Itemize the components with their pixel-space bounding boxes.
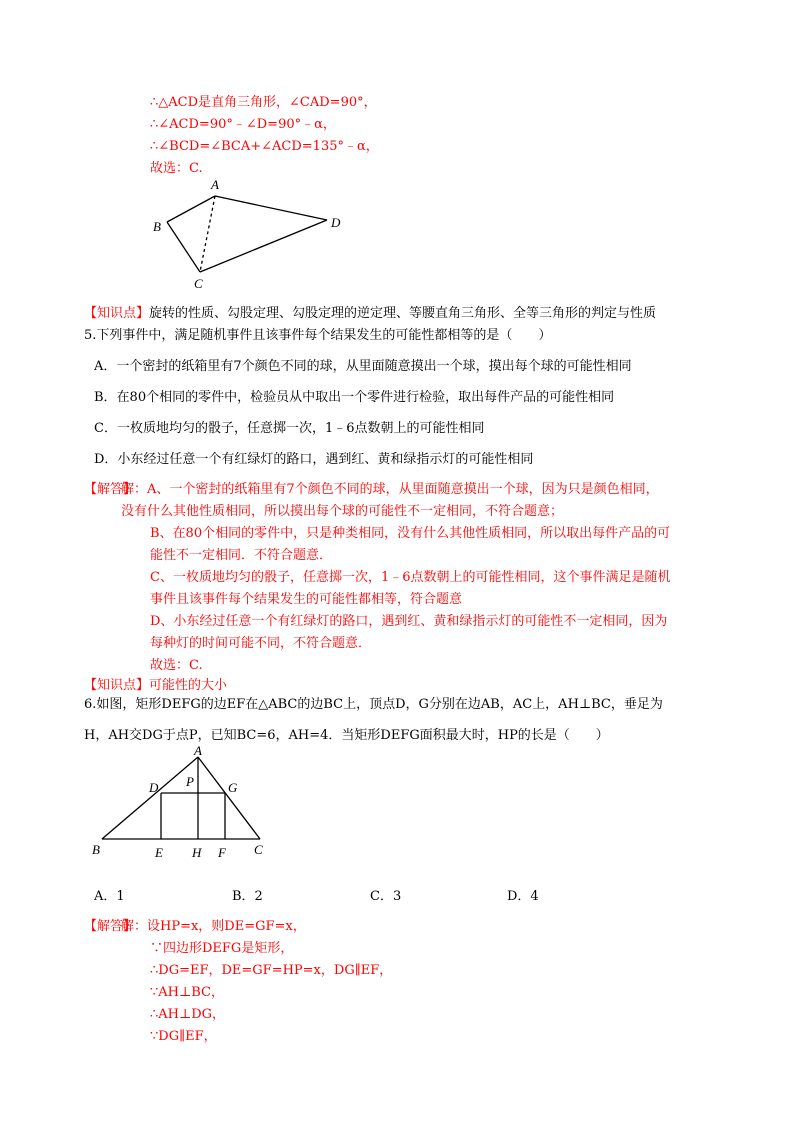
answer-line: ∵四边形DEFG是矩形， <box>150 941 294 956</box>
option-a: A．一个密封的纸箱里有7个颜色不同的球，从里面随意摸出一个球，摸出每个球的可能性相同 <box>94 359 632 374</box>
solution-line: ∴∠BCD=∠BCA+∠ACD=135°﹣α， <box>150 139 379 154</box>
label-b: B <box>92 842 100 857</box>
answer-line: C、一枚质地均匀的骰子，任意掷一次，1﹣6点数朝上的可能性相同，这个事件满足是随机 <box>150 570 671 585</box>
knowledge-text: 可能性的大小 <box>149 678 228 693</box>
knowledge-text: 旋转的性质、勾股定理、勾股定理的逆定理、等腰直角三角形、全等三角形的判定与性质 <box>149 306 657 321</box>
answer-line: ∴DG=EF，DE=GF=HP=x，DG∥EF， <box>150 963 393 978</box>
answer-line: 没有什么其他性质相同，所以摸出每个球的可能性不一定相同，不符合题意； <box>121 504 564 519</box>
option-a: A．1 <box>94 889 125 904</box>
answer-tag: 【解答】 <box>84 482 137 497</box>
answer-tag: 【解答】 <box>84 919 137 934</box>
answer-line: ∴AH⊥DG， <box>150 1007 226 1022</box>
label-a: A <box>211 177 219 192</box>
quadrilateral-figure <box>145 172 355 291</box>
knowledge-tag: 【知识点】 <box>84 678 150 693</box>
label-a: A <box>194 743 202 758</box>
answer-line: 解：A、一个密封的纸箱里有7个颜色不同的球，从里面随意摸出一个球，因为只是颜色相同， <box>121 482 659 497</box>
segment-ab <box>102 757 198 839</box>
answer-line: 每种灯的时间可能不同，不符合题意． <box>150 636 372 651</box>
solution-line: ∴∠ACD=90°﹣∠D=90°﹣α， <box>150 117 336 132</box>
knowledge-tag: 【知识点】 <box>84 306 150 321</box>
segment-ab <box>167 196 215 222</box>
segment-bc <box>167 222 200 272</box>
answer-line: 能性不一定相同．不符合题意． <box>150 548 333 563</box>
segment-ad <box>215 196 327 220</box>
label-e: E <box>155 845 163 860</box>
solution-line: 故选：C. <box>150 161 203 176</box>
option-b: B．在80个相同的零件中，检验员从中取出一个零件进行检验，取出每件产品的可能性相同 <box>94 390 615 405</box>
answer-line: 事件且该事件每个结果发生的可能性都相等，符合题意 <box>150 592 463 607</box>
answer-line: ∵DG∥EF， <box>150 1029 217 1044</box>
label-d: D <box>149 780 159 795</box>
option-d: D．4 <box>507 889 539 904</box>
segment-ac <box>198 757 260 839</box>
answer-line: B、在80个相同的零件中，只是种类相同，没有什么其他性质相同，所以取出每件产品的可 <box>150 526 671 541</box>
label-b: B <box>153 219 161 234</box>
knowledge-point-5 <box>84 677 227 695</box>
answer-line: 故选：C. <box>150 658 203 673</box>
label-d: D <box>331 215 341 230</box>
answer-line: ∵AH⊥BC， <box>150 985 224 1000</box>
answer-line: 解：设HP=x，则DE=GF=x， <box>121 919 306 934</box>
label-h: H <box>192 845 202 860</box>
question-stem: 5.下列事件中，满足随机事件且该事件每个结果发生的可能性都相等的是（ ） <box>84 328 552 343</box>
option-d: D．小东经过任意一个有红绿灯的路口，遇到红、黄和绿指示灯的可能性相同 <box>94 452 534 467</box>
option-c: C．3 <box>370 889 402 904</box>
segment-cd <box>200 220 327 272</box>
answer-line: D、小东经过任意一个有红绿灯的路口，遇到红、黄和绿指示灯的可能性不一定相同，因为 <box>150 614 668 629</box>
solution-line: ∴△ACD是直角三角形，∠CAD=90°， <box>150 95 377 110</box>
label-c: C <box>194 276 203 291</box>
knowledge-point-4 <box>84 305 656 323</box>
label-c: C <box>254 842 263 857</box>
segment-ac-dashed <box>200 196 215 272</box>
label-p: P <box>186 774 194 789</box>
question-stem-line: H，AH交DG于点P，已知BC=6，AH=4．当矩形DEFG面积最大时，HP的长是（ ） <box>84 728 609 743</box>
label-g: G <box>228 780 238 795</box>
option-b: B．2 <box>232 889 263 904</box>
triangle-rectangle-figure <box>88 745 278 860</box>
label-f: F <box>218 845 226 860</box>
option-c: C．一枚质地均匀的骰子，任意掷一次，1﹣6点数朝上的可能性相同 <box>94 421 485 436</box>
question-stem-line: 6.如图，矩形DEFG的边EF在△ABC的边BC上，顶点D，G分别在边AB，AC上，AH⊥BC，垂足为 <box>84 697 663 712</box>
